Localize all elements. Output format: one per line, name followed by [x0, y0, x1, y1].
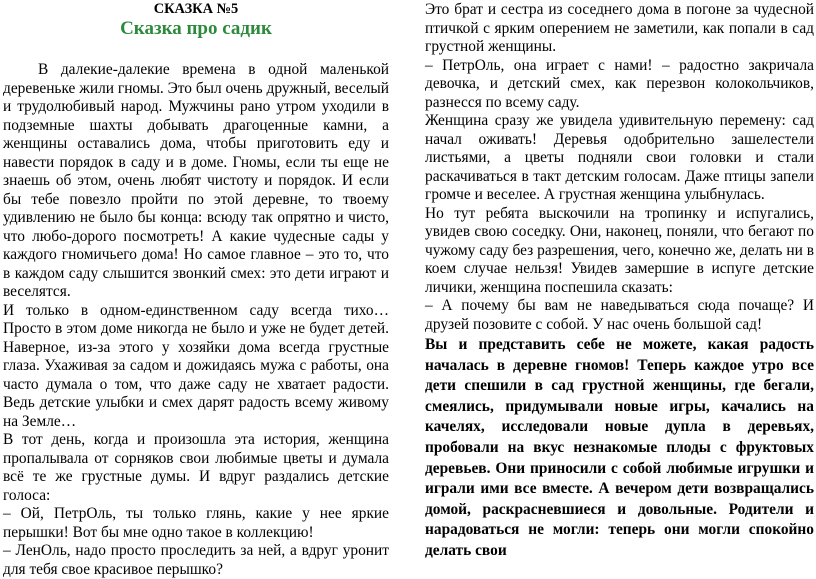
story-title: Сказка про садик: [120, 18, 272, 39]
story-number: СКАЗКА №5: [153, 1, 239, 17]
dialogue-line: – Ой, ПетрОль, ты только глянь, какие у нее яркие перышки! Вот бы мне одно такое в коллекцию!: [3, 505, 389, 541]
paragraph-that-day: В тот день, когда и произошла эта история, женщина пропалывала от сорняков свои любимые цветы и думала всё те же грустные думы. И вдруг раздались детские голоса:: [3, 431, 389, 504]
paragraph-quiet-garden: И только в одном-единственном саду всегда тихо… Просто в этом доме никогда не было и уже не будет детей. Наверное, из-за этого у хозяйки дома всегда грустные глаза. Ухаживая за садом и дожидаясь мужа с работы, она часто думала о том, что даже саду не хватает радости. Ведь детские улыбки и смех дарят радость всему живому на Земле…: [3, 301, 389, 430]
paragraph-joy-bold: Вы и представить себе не можете, какая радость началась в деревне гномов! Теперь каждое утро все дети спешили в сад грустной женщины, где бегали, смеялись, придумывали новые игры, качались на качелях, исследовали новые дупла в деревьях, пробовали на вкус незнакомые плоды с фруктовых деревьев. Они приносили с собой любимые игрушки и играли ими все вместе. А вечером дети возвращались домой, раскрасневшиеся и довольные. Родители и нарадоваться не могли: теперь они могли спокойно делать свои: [425, 336, 814, 559]
right-column: [425, 0, 814, 562]
paragraph-children-scared: Но тут ребята выскочили на тропинку и испугались, увидев свою соседку. Они, наконец, поняли, что бегают по чужому саду без разрешения, чего, конечно же, делать ни в коем случае нельзя! Увидев замершие в испуге детские личики, женщина поспешила сказать:: [425, 204, 814, 296]
dialogue-line: – А почему бы вам не наведываться сюда почаще? И друзей позовите с собой. У нас очень большой сад!: [425, 297, 814, 333]
dialogue-line: – ЛенОль, надо просто проследить за ней, а вдруг уронит для тебя свое красивое перышко?: [3, 542, 389, 578]
left-column: [3, 0, 389, 579]
paragraph-garden-revives: Женщина сразу же увидела удивительную перемену: сад начал оживать! Деревья одобрительно зашелестели листьями, а цветы подняли свои головки и стали раскачиваться в такт детским голосам. Даже птицы запели громче и веселее. А грустная женщина улыбнулась.: [425, 112, 814, 203]
paragraph-intro: В далекие-далекие времена в одной маленькой деревеньке жили гномы. Это был очень дружный, веселый и трудолюбивый народ. Мужчины рано утром уходили в подземные шахты добывать драгоценные камни, а женщины оставались дома, чтобы приготовить еду и навести порядок в саду и в доме. Гномы, если ты еще не знаешь об этом, очень любят чистоту и порядок. И если бы тебе повезло пройти по этой деревне, то твоему удивлению не было бы конца: всюду так опрятно и чисто, что любо-дорого посмотреть! А какие чудесные сады у каждого гномичьего дома! Но самое главное – это то, что в каждом саду слышится звонкий смех: это дети играют и веселятся.: [3, 61, 389, 300]
dialogue-line: – ПетрОль, она играет с нами! – радостно закричала девочка, и детский смех, как перезвон колокольчиков, разнесся по всему саду.: [425, 56, 814, 111]
paragraph-siblings: Это брат и сестра из соседнего дома в погоне за чудесной птичкой с ярким оперением не заметили, как попали в сад грустной женщины.: [425, 1, 814, 55]
